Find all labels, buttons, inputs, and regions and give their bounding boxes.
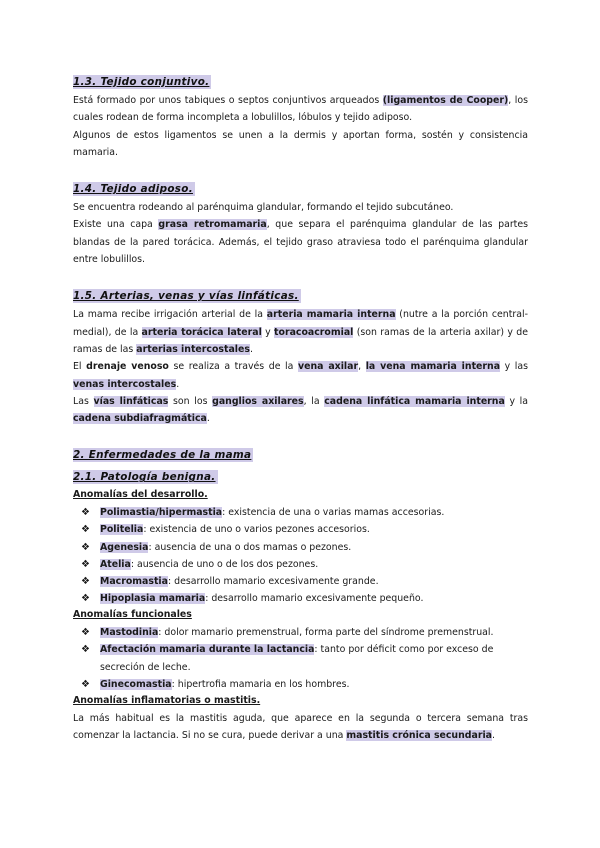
paragraph-mastitis: La más habitual es la mastitis aguda, que aparece en la segunda o tercera semana tras comenzar la lactancia. Si no se cura, puede derivar a una mastitis crónica secundaria. <box>73 712 528 742</box>
list-item: ❖ Politelia: existencia de uno o varios pezones accesorios. <box>81 521 528 538</box>
diamond-bullet-icon: ❖ <box>81 507 90 519</box>
diamond-bullet-icon: ❖ <box>81 558 90 570</box>
highlight-vena-axilar: vena axilar <box>298 361 359 373</box>
paragraph-1-5-c: Las vías linfáticas son los ganglios axilares, la cadena linfática mamaria interna y la cadena subdiafragmática. <box>73 395 528 425</box>
paragraph-1-4-a: Se encuentra rodeando al parénquima glandular, formando el tejido subcutáneo. <box>73 202 454 214</box>
highlight-cadena-subdiafragmatica: cadena subdiafragmática <box>73 413 207 425</box>
list-item: ❖ Afectación mamaria durante la lactancia: tanto por déficit como por exceso de secreción de leche. <box>81 641 528 675</box>
heading-1-3: 1.3. Tejido conjuntivo. <box>73 76 210 88</box>
highlight-arteria-mamaria-interna: arteria mamaria interna <box>266 309 396 321</box>
highlight-ganglios-axilares: ganglios axilares <box>212 395 304 407</box>
paragraph-1-4-b: Existe una capa grasa retromamaria, que separa el parénquima glandular de las partes blandas de la pared torácica. Además, el tejido graso atraviesa todo el parénquima glandular entre lobulillos. <box>73 219 528 266</box>
diamond-bullet-icon: ❖ <box>81 593 90 605</box>
diamond-bullet-icon: ❖ <box>81 627 90 639</box>
list-item: ❖ Agenesia: ausencia de una o dos mamas o pezones. <box>81 539 528 556</box>
highlight-grasa-retromamaria: grasa retromamaria <box>158 219 267 231</box>
subheading-anomalias-funcionales: Anomalías funcionales <box>73 609 192 621</box>
highlight-arteria-toracica-lateral: arteria torácica lateral <box>141 326 262 338</box>
list-item: ❖ Atelia: ausencia de uno o de los dos pezones. <box>81 556 528 573</box>
document-content <box>73 72 528 744</box>
list-item: ❖ Ginecomastia: hipertrofia mamaria en los hombres. <box>81 676 528 693</box>
list-anomalias-funcionales <box>73 624 528 693</box>
heading-2: 2. Enfermedades de la mama <box>73 449 252 462</box>
list-item: ❖ Hipoplasia mamaria: desarrollo mamario excesivamente pequeño. <box>81 590 528 607</box>
subheading-anomalias-inflamatorias: Anomalías inflamatorias o mastitis. <box>73 695 261 707</box>
list-item: ❖ Mastodinia: dolor mamario premenstrual, forma parte del síndrome premenstrual. <box>81 624 528 641</box>
highlight-vena-mamaria-interna: la vena mamaria interna <box>365 361 501 373</box>
heading-2-1: 2.1. Patología benigna. <box>73 471 216 484</box>
highlight-mastitis-cronica: mastitis crónica secundaria <box>346 730 492 742</box>
list-item: ❖ Polimastia/hipermastia: existencia de una o varias mamas accesorias. <box>81 504 528 521</box>
paragraph-1-3-b: Algunos de estos ligamentos se unen a la dermis y aportan forma, sostén y consistencia mamaria. <box>73 129 528 158</box>
highlight-venas-intercostales: venas intercostales <box>73 378 177 390</box>
highlight-ligamentos-cooper: (ligamentos de Cooper) <box>382 95 509 106</box>
diamond-bullet-icon: ❖ <box>81 576 90 588</box>
highlight-vias-linfaticas: vías linfáticas <box>93 395 169 407</box>
paragraph-1-5-a: La mama recibe irrigación arterial de la arteria mamaria interna (nutre a la porción central-medial), de la arteria torácica lateral y toracoacromial (son ramas de la arteria axilar) y de ramas de las arterias intercostales. <box>73 309 528 355</box>
list-item: ❖ Macromastia: desarrollo mamario excesivamente grande. <box>81 573 528 590</box>
list-anomalias-desarrollo <box>73 504 528 607</box>
diamond-bullet-icon: ❖ <box>81 678 90 690</box>
paragraph-1-3-a: Está formado por unos tabiques o septos conjuntivos arqueados (ligamentos de Cooper), los cuales rodean de forma incompleta a lobulillos, lóbulos y tejido adiposo. <box>73 95 529 124</box>
bold-drenaje-venoso: drenaje venoso <box>86 361 169 373</box>
highlight-toracoacromial: toracoacromial <box>274 326 354 338</box>
diamond-bullet-icon: ❖ <box>81 644 90 656</box>
heading-1-4: 1.4. Tejido adiposo. <box>73 183 193 196</box>
highlight-cadena-mamaria-interna: cadena linfática mamaria interna <box>324 395 505 407</box>
diamond-bullet-icon: ❖ <box>81 524 90 536</box>
heading-1-5: 1.5. Arterias, venas y vías linfáticas. <box>73 290 299 303</box>
paragraph-1-5-b: El drenaje venoso se realiza a través de la vena axilar, la vena mamaria interna y las venas intercostales. <box>73 361 528 390</box>
highlight-arterias-intercostales: arterias intercostales <box>136 343 250 355</box>
diamond-bullet-icon: ❖ <box>81 541 90 553</box>
subheading-anomalias-desarrollo: Anomalías del desarrollo. <box>73 489 208 501</box>
